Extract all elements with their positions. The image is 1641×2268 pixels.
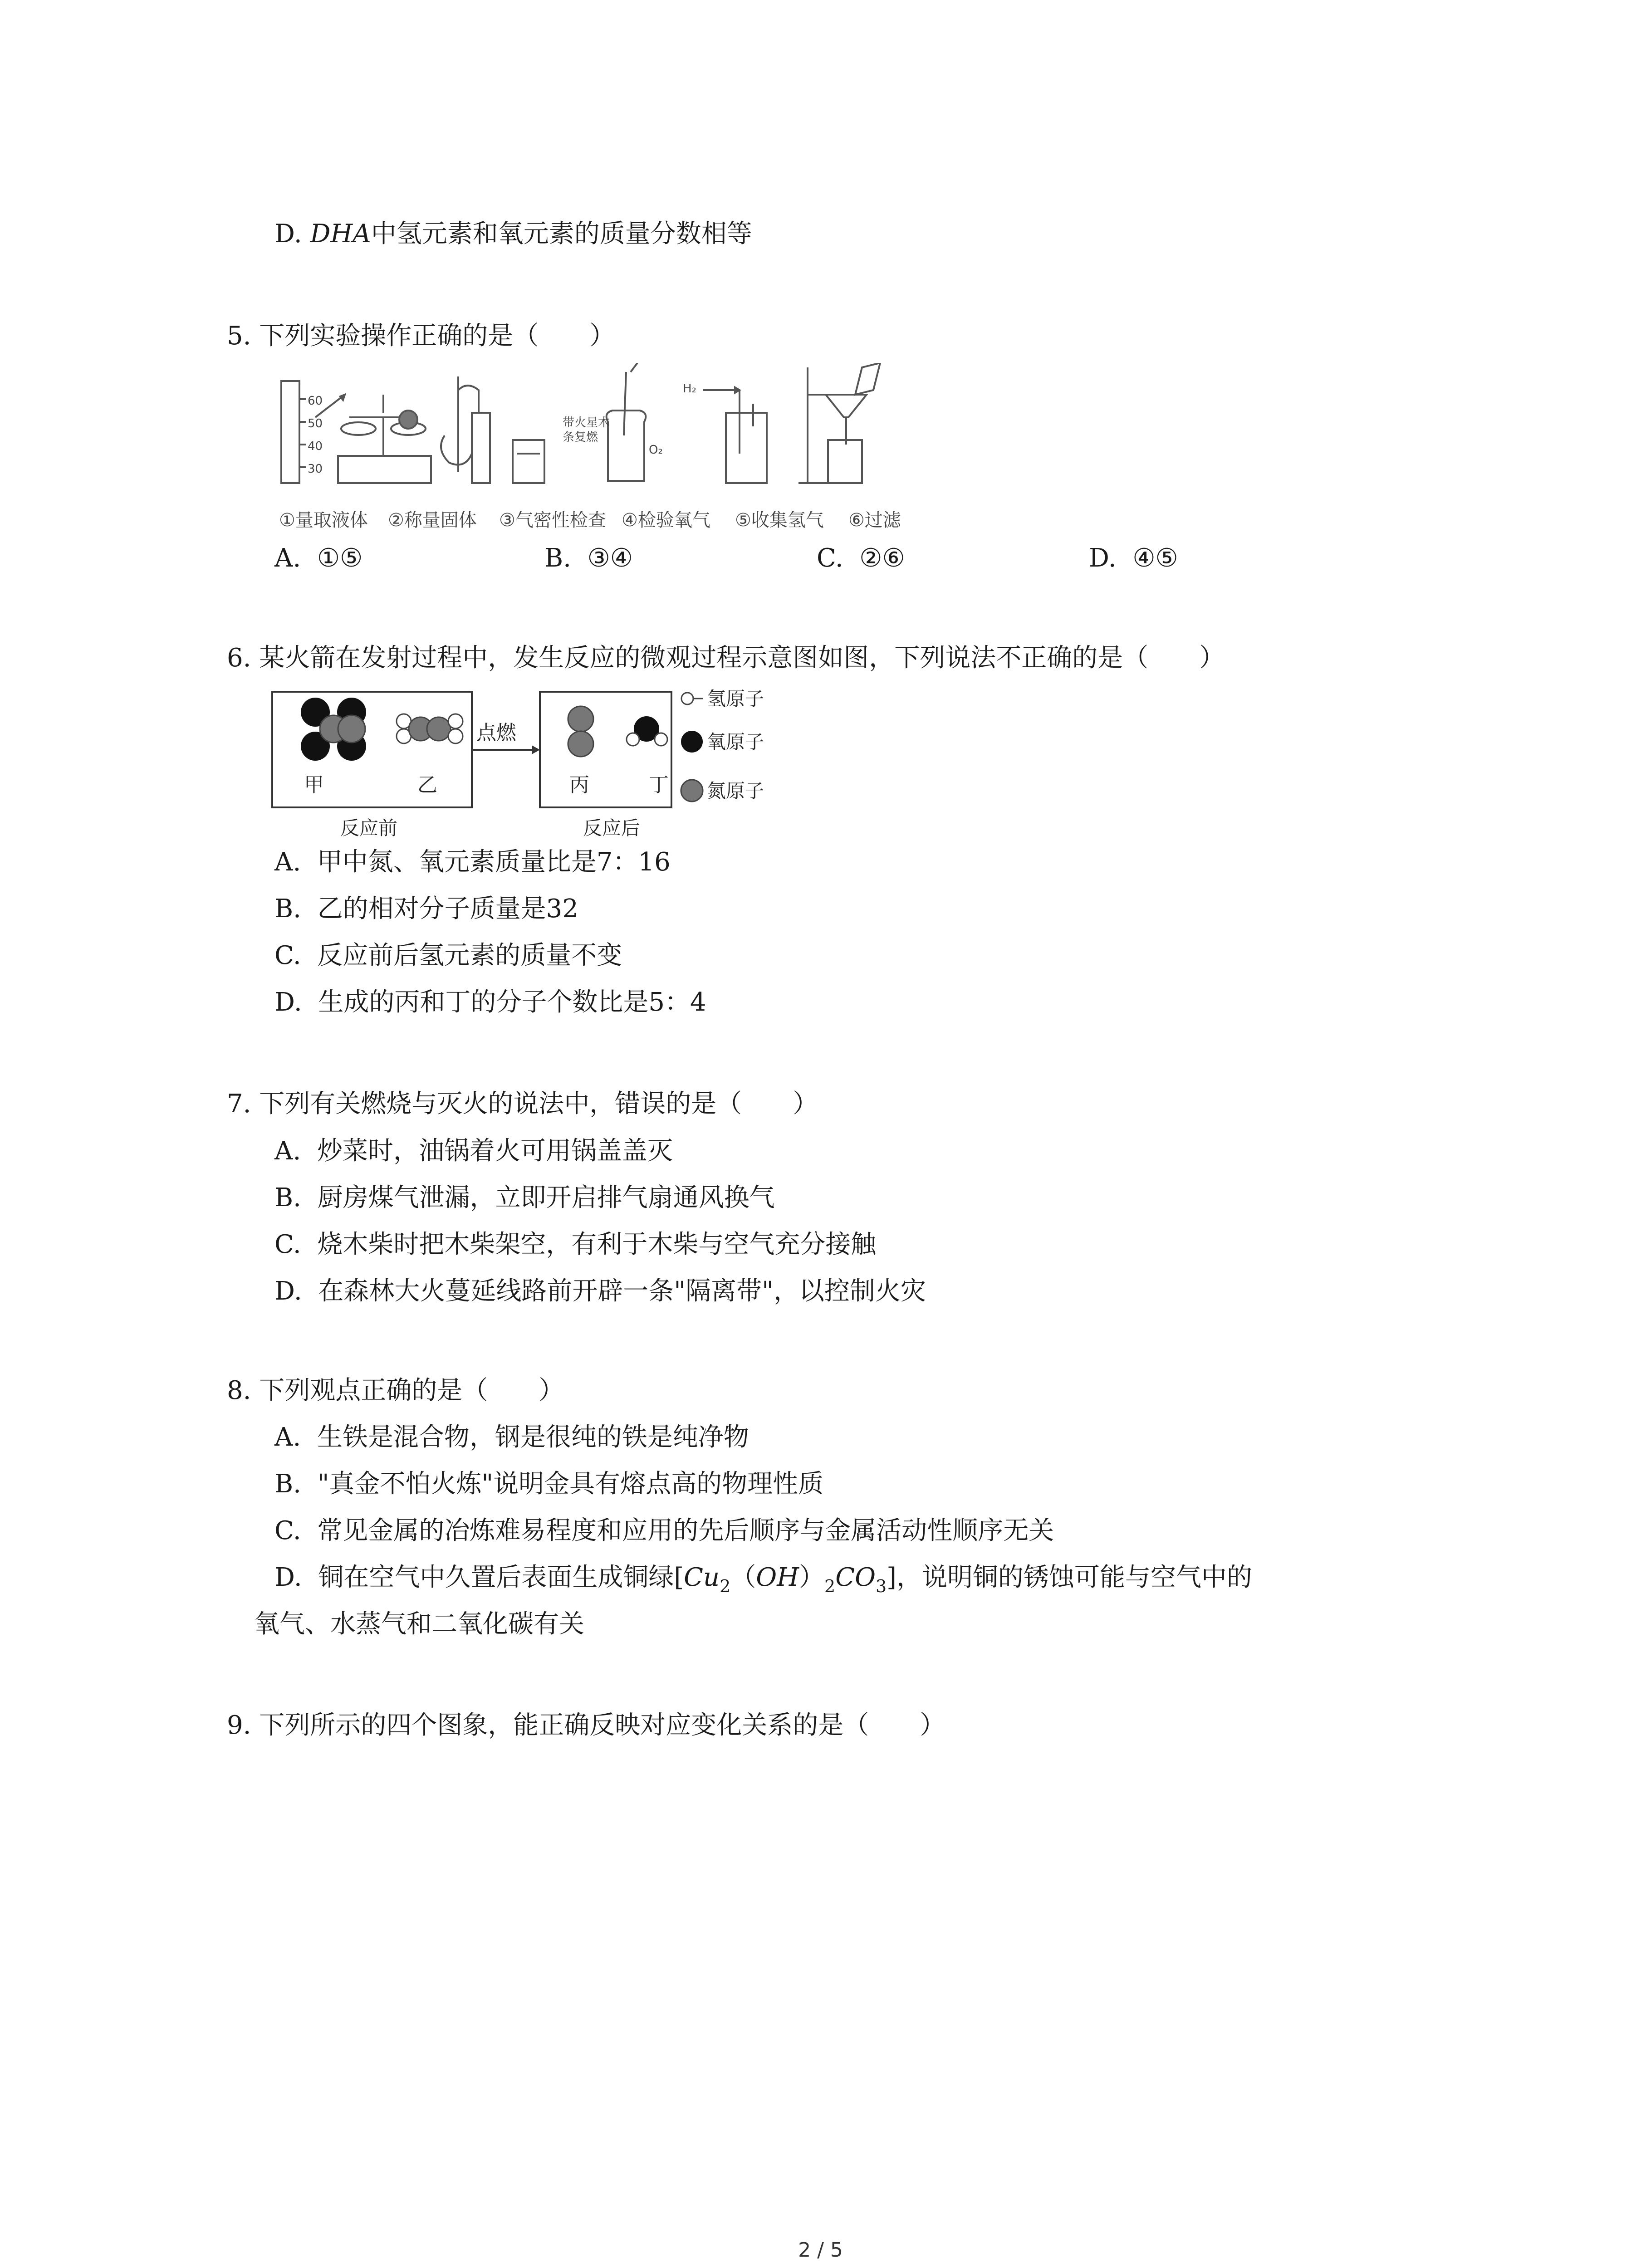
option-text: 铜在空气中久置后表面生成铜绿[: [318, 1563, 684, 1592]
legend-hydrogen: 氢原子: [707, 688, 764, 710]
bottle-note-2: 条复燃: [563, 430, 598, 444]
option-text: 中氢元素和氧元素的质量分数相等: [371, 219, 752, 249]
option-text: "真金不怕火炼"说明金具有熔点高的物理性质: [317, 1469, 824, 1499]
subscript: 3: [875, 1576, 887, 1596]
q8-option-c[interactable]: [274, 1515, 1054, 1547]
q6-reaction-diagram: [268, 683, 839, 844]
legend: [681, 693, 703, 802]
option-text: 厨房煤气泄漏，立即开启排气扇通风换气: [317, 1183, 775, 1212]
q7-option-b[interactable]: [274, 1182, 775, 1214]
label-before: 反应前: [340, 817, 398, 839]
reaction-arrow: [472, 745, 540, 754]
caption-6: ⑥过滤: [848, 510, 901, 531]
option-text: ③④: [587, 543, 633, 573]
arrow-label: 点燃: [476, 721, 516, 744]
option-text: ①⑤: [317, 543, 363, 573]
q4-option-d: [274, 218, 752, 250]
question-9-stem: 9. 下列所示的四个图象，能正确反映对应变化关系的是（ ）: [227, 1711, 945, 1740]
label-yi: 乙: [417, 773, 437, 797]
bottle-note-1: 带火星木: [563, 416, 610, 430]
q6-option-a[interactable]: [274, 846, 671, 879]
hydrogen-atom-icon: [681, 693, 693, 704]
option-text: 在森林大火蔓延线路前开辟一条"隔离带"，以控制火灾: [318, 1276, 926, 1306]
option-text: 反应前后氢元素的质量不变: [317, 941, 622, 970]
formula-oh: OH: [756, 1563, 799, 1592]
option-letter: B.: [274, 894, 301, 924]
q8-option-d[interactable]: [274, 1561, 1252, 1603]
hydrogen-collect-figure: [703, 387, 767, 483]
option-letter: A.: [274, 1136, 301, 1166]
option-letter: A.: [274, 543, 301, 573]
balance-figure: [338, 395, 431, 483]
molecule-yi: [397, 714, 463, 743]
option-letter: D.: [274, 219, 302, 249]
formula-cu: Cu: [684, 1563, 720, 1592]
scale-50: 50: [308, 417, 323, 430]
page-number: 2 / 5: [798, 2239, 843, 2262]
option-text: 生成的丙和丁的分子个数比是5：4: [318, 987, 706, 1017]
option-text: ]，说明铜的锈蚀可能与空气中的: [887, 1563, 1253, 1592]
molecule-bing: [568, 706, 593, 757]
q8-option-d-line2: 氧气、水蒸气和二氧化碳有关: [254, 1609, 584, 1639]
option-letter: D.: [1089, 543, 1117, 573]
scale-60: 60: [308, 394, 323, 408]
question-6-stem: 6. 某火箭在发射过程中，发生反应的微观过程示意图如图，下列说法不正确的是（ ）: [227, 643, 1225, 673]
option-text: 生铁是混合物，钢是很纯的铁是纯净物: [317, 1422, 749, 1452]
option-letter: B.: [544, 543, 571, 573]
question-5-stem: 5. 下列实验操作正确的是（ ）: [227, 321, 615, 351]
q5-option-b[interactable]: [544, 542, 633, 575]
question-8-stem: 8. 下列观点正确的是（ ）: [227, 1376, 564, 1405]
option-text: 炒菜时，油锅着火可用锅盖盖灭: [317, 1136, 673, 1166]
subscript: 2: [720, 1576, 731, 1596]
molecule-jia: [301, 698, 366, 761]
airtight-check-figure: [441, 376, 544, 483]
q5-option-d[interactable]: [1089, 542, 1178, 575]
o2-label: O₂: [649, 443, 663, 457]
option-letter: C.: [274, 1516, 301, 1545]
q8-option-b[interactable]: [274, 1468, 823, 1501]
option-text: 常见金属的冶炼难易程度和应用的先后顺序与金属活动性顺序无关: [317, 1516, 1054, 1545]
option-letter: C.: [817, 543, 843, 573]
q5-option-c[interactable]: [817, 542, 905, 575]
q5-option-a[interactable]: [274, 542, 362, 575]
option-text: 乙的相对分子质量是32: [317, 894, 578, 924]
q7-option-c[interactable]: [274, 1228, 876, 1261]
q6-option-b[interactable]: [274, 893, 578, 925]
label-ding: 丁: [649, 773, 669, 797]
filtration-figure: [798, 363, 880, 483]
oxygen-check-figure: [607, 363, 646, 481]
caption-1: ①量取液体: [279, 510, 368, 531]
option-letter: D.: [274, 987, 302, 1017]
option-letter: D.: [274, 1563, 302, 1592]
q6-option-d[interactable]: [274, 986, 706, 1019]
q5-lab-figure: [272, 363, 953, 535]
caption-3: ③气密性检查: [499, 510, 606, 531]
scale-40: 40: [308, 440, 323, 453]
q7-option-a[interactable]: [274, 1135, 673, 1168]
q7-option-d[interactable]: [274, 1275, 926, 1308]
q8-option-a[interactable]: [274, 1421, 749, 1454]
formula: DHA: [310, 219, 371, 249]
q6-option-c[interactable]: [274, 939, 622, 972]
question-7-stem: 7. 下列有关燃烧与灭火的说法中，错误的是（ ）: [227, 1089, 818, 1119]
option-letter: B.: [274, 1183, 301, 1212]
oxygen-atom-icon: [681, 731, 703, 753]
caption-4: ④检验氧气: [622, 510, 710, 531]
label-bing: 丙: [569, 773, 589, 797]
option-text: ④⑤: [1132, 543, 1178, 573]
option-text: 甲中氮、氧元素质量比是7：16: [317, 847, 671, 877]
option-letter: A.: [274, 1422, 301, 1452]
caption-2: ②称量固体: [388, 510, 477, 531]
molecule-ding: [627, 716, 667, 746]
subscript: 2: [824, 1576, 836, 1596]
legend-oxygen: 氧原子: [707, 731, 764, 753]
option-letter: A.: [274, 847, 301, 877]
option-letter: B.: [274, 1469, 301, 1499]
paren: ）: [799, 1563, 825, 1592]
scale-30: 30: [308, 462, 323, 476]
formula-co: CO: [835, 1563, 876, 1592]
paren: （: [730, 1563, 756, 1592]
caption-5: ⑤收集氢气: [735, 510, 824, 531]
legend-nitrogen: 氮原子: [707, 780, 764, 802]
h2-label: H₂: [683, 382, 696, 396]
option-letter: C.: [274, 1230, 301, 1259]
option-letter: D.: [274, 1276, 302, 1306]
option-letter: C.: [274, 941, 301, 970]
label-after: 反应后: [583, 817, 641, 839]
label-jia: 甲: [304, 773, 324, 797]
option-text: 烧木柴时把木柴架空，有利于木柴与空气充分接触: [317, 1230, 877, 1259]
nitrogen-atom-icon: [681, 780, 703, 802]
option-text: ②⑥: [859, 543, 905, 573]
